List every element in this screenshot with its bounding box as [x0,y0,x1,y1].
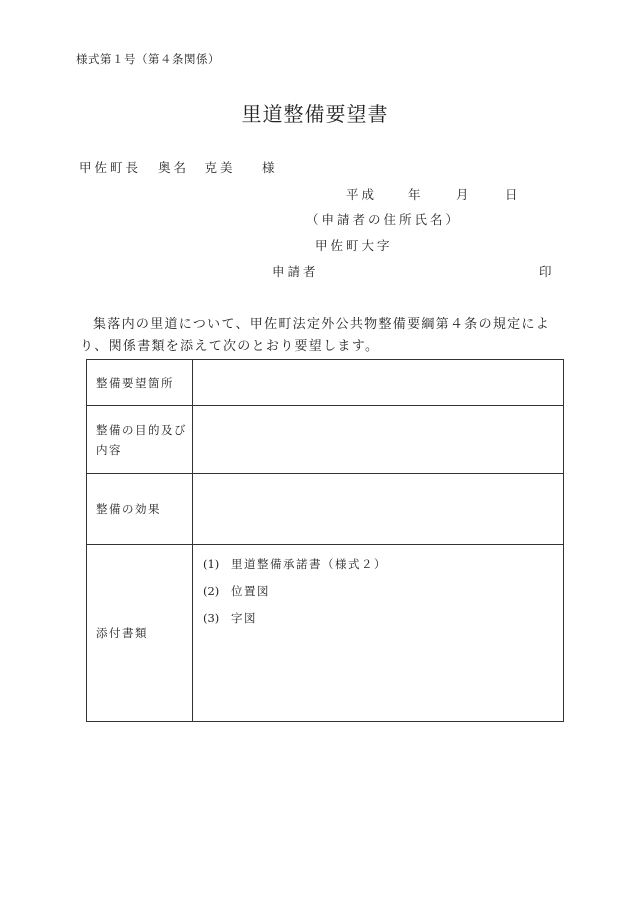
attachment-text: 字図 [231,611,257,625]
list-item [203,582,563,601]
seal-mark: 印 [539,264,555,279]
form-number: 様式第１号（第４条関係） [76,52,220,66]
row-label-location: 整備要望箇所 [87,360,193,406]
addressee-name: 奥名 克美 [158,160,236,175]
row-value-location[interactable] [193,360,564,406]
date-day-unit: 日 [505,187,521,202]
attachment-number: (2) [203,584,220,598]
attachment-list [193,545,563,628]
date-year-unit: 年 [408,187,424,202]
body-text: 集落内の里道について、甲佐町法定外公共物整備要綱第４条の規定により、関係書類を添えて次のとおり要望します。 [80,317,551,354]
list-item [203,555,563,574]
addressee-title: 甲佐町長 [79,160,142,175]
table-row [87,360,564,406]
date-month-unit: 月 [456,187,472,202]
table-row [87,406,564,474]
applicant-address: 甲佐町大字 [315,238,393,253]
request-table [86,359,564,722]
document-title: 里道整備要望書 [241,102,389,126]
row-value-purpose[interactable] [193,406,564,474]
applicant-label: 申請者 [272,264,319,279]
addressee-honorific: 様 [262,160,278,175]
row-label-purpose: 整備の目的及び内容 [87,406,193,474]
attachment-text: 里道整備承諾書（様式２） [231,557,387,571]
attachment-text: 位置図 [231,584,270,598]
row-value-attachments [193,545,564,722]
attachment-number: (1) [203,557,220,571]
table-row [87,545,564,722]
table-row [87,474,564,545]
row-label-attachments: 添付書類 [87,545,193,722]
attachment-number: (3) [203,611,220,625]
row-value-effect[interactable] [193,474,564,545]
applicant-note: （申請者の住所氏名） [306,212,462,227]
date-era: 平成 [346,187,378,202]
row-label-effect: 整備の効果 [87,474,193,545]
list-item [203,609,563,628]
